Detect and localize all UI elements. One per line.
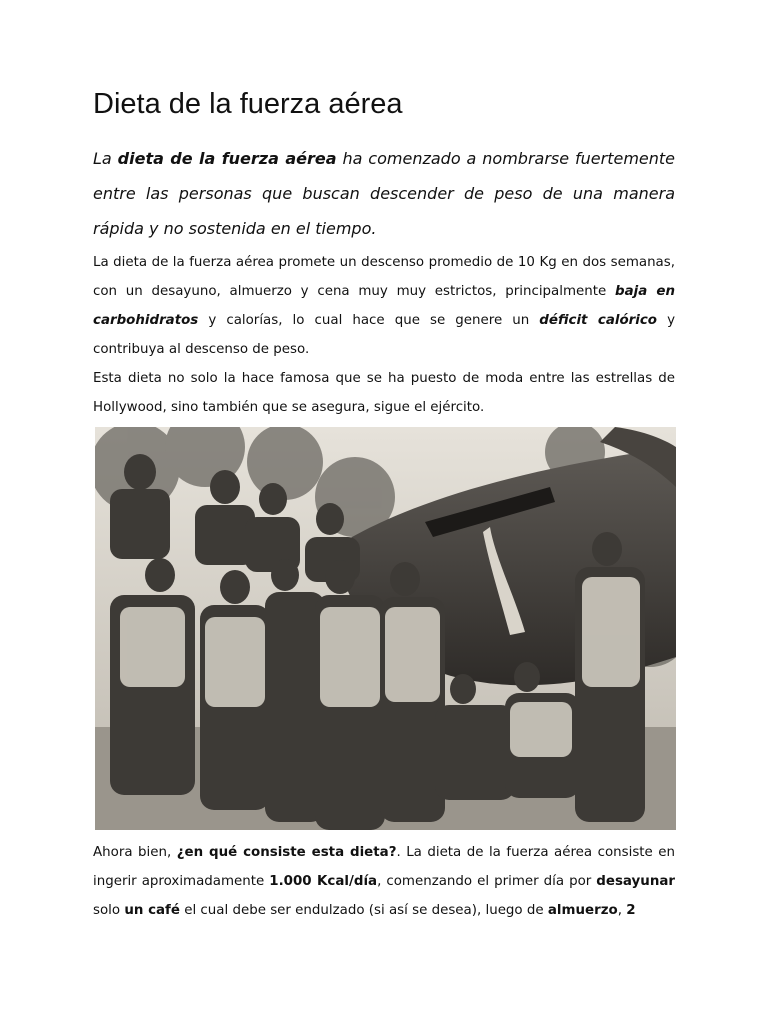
emphasis-kcal: 1.000 Kcal/día — [269, 874, 378, 889]
intro-paragraph — [93, 141, 675, 246]
paragraph-text: y calorías, lo cual hace que se genere un — [198, 313, 540, 328]
emphasis-lunch: almuerzo — [547, 903, 618, 918]
paragraph-text: y contribuya al descenso de peso. — [93, 313, 675, 357]
photo-illustration — [95, 427, 676, 830]
intro-text: ha comenzado a nombrarse fuertemente entre las personas que buscan descender de peso de una manera rápida y no sostenida en el tiempo. — [93, 149, 676, 238]
paragraph-text: solo — [93, 903, 125, 918]
paragraph-text: . La dieta de la fuerza aérea consiste en ingerir aproximadamente — [93, 845, 675, 889]
emphasis-question: ¿en qué consiste esta dieta? — [176, 845, 397, 860]
paragraph-hollywood — [93, 364, 675, 422]
emphasis-low-carb: baja en carbohidratos — [93, 284, 675, 328]
paragraph-promise — [93, 248, 675, 364]
paragraph-what-is — [93, 838, 675, 925]
article-title: Dieta de la fuerza aérea — [93, 88, 403, 120]
intro-bold-term: dieta de la fuerza aérea — [117, 149, 337, 168]
emphasis-caloric-deficit: déficit calórico — [539, 313, 657, 328]
paragraph-text: , — [617, 903, 627, 918]
emphasis-coffee: un café — [124, 903, 180, 918]
emphasis-number: 2 — [626, 903, 636, 918]
paragraph-text: , comenzando el primer día por — [377, 874, 597, 889]
emphasis-breakfast: desayunar — [596, 874, 675, 889]
intro-text: La — [93, 149, 118, 168]
paragraph-text: Esta dieta no solo la hace famosa que se ha puesto de moda entre las estrellas de Hollywood, sino también que se asegura, sigue el ejército. — [93, 371, 675, 415]
paragraph-text: el cual debe ser endulzado (si así se desea), luego de — [179, 903, 548, 918]
paragraph-text: La dieta de la fuerza aérea promete un descenso promedio de 10 Kg en dos semanas, con un desayuno, almuerzo y cena muy muy estrictos, principalmente — [93, 255, 675, 299]
air-force-crew-photo — [95, 427, 676, 830]
paragraph-text: Ahora bien, — [93, 845, 177, 860]
